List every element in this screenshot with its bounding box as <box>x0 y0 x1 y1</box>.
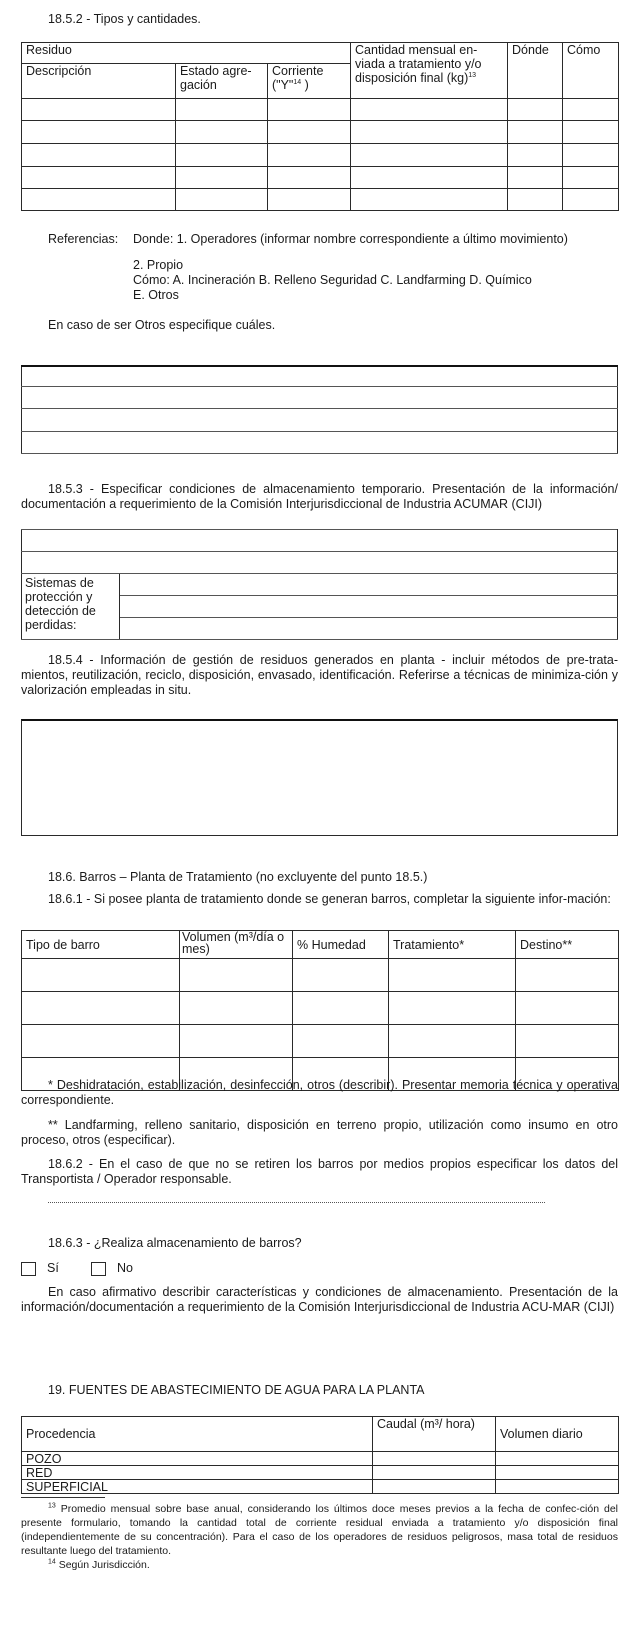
cell-descripcion[interactable] <box>22 99 176 121</box>
cell-como[interactable] <box>563 99 619 121</box>
cell-volumen-diario[interactable] <box>496 1466 619 1480</box>
section-18-5-2-heading: 18.5.2 - Tipos y cantidades. <box>48 12 201 26</box>
cell-volumen-diario[interactable] <box>496 1480 619 1494</box>
header-tratamiento: Tratamiento* <box>389 931 516 959</box>
table-row <box>22 386 618 408</box>
otros-line[interactable] <box>22 366 618 386</box>
cell-corriente[interactable] <box>268 144 351 167</box>
otros-table <box>21 365 618 454</box>
cell-donde[interactable] <box>508 189 563 211</box>
otros-line[interactable] <box>22 408 618 431</box>
table-row <box>22 992 619 1025</box>
cell-corriente[interactable] <box>268 99 351 121</box>
cell-cantidad[interactable] <box>351 121 508 144</box>
cell-descripcion[interactable] <box>22 144 176 167</box>
header-volumen-diario: Volumen diario <box>496 1417 619 1452</box>
residuo-group-header: Residuo <box>22 43 351 64</box>
cell-tratamiento[interactable] <box>389 959 516 992</box>
table-row <box>22 959 619 992</box>
checkbox-no[interactable] <box>91 1262 106 1276</box>
section-18-5-4-heading: 18.5.4 - Información de gestión de residuos generados en planta - incluir métodos de pre-trata-mientos, reutilización, reciclo, disposición, envasado, identificación. Referirse a técnicas de minimiza-ción y valorización empleadas in situ. <box>21 653 618 697</box>
note-tratamiento: * Deshidratación, estabilización, desinfección, otros (describir). Presentar memoria técnica y operativa correspondiente. <box>21 1078 618 1107</box>
cell-tipo[interactable] <box>22 959 180 992</box>
section-19-heading: 19. FUENTES DE ABASTECIMIENTO DE AGUA PARA LA PLANTA <box>48 1383 425 1397</box>
cell-destino[interactable] <box>516 992 619 1025</box>
procedencia-red: RED <box>22 1466 373 1480</box>
cell-volumen-diario[interactable] <box>496 1452 619 1466</box>
cell-como[interactable] <box>563 144 619 167</box>
proteccion-line[interactable] <box>120 618 618 640</box>
table-row <box>22 121 619 144</box>
proteccion-label: Sistemas de protección y detección de perdidas: <box>22 574 120 640</box>
cell-como[interactable] <box>563 189 619 211</box>
almacenamiento-table <box>21 529 618 640</box>
note-destino: ** Landfarming, relleno sanitario, disposición en terreno propio, utilización como insumo en otro proceso, otros (especificar). <box>21 1118 618 1147</box>
table-row <box>22 1025 619 1058</box>
otros-line[interactable] <box>22 431 618 453</box>
cell-cantidad[interactable] <box>351 99 508 121</box>
agua-table <box>21 1416 619 1494</box>
header-cantidad: Cantidad mensual en-viada a tratamiento y/o disposición final (kg)$^{13}$ <box>351 43 508 99</box>
almacenamiento-line[interactable] <box>22 530 618 552</box>
cell-estado[interactable] <box>176 167 268 189</box>
table-row <box>22 1466 619 1480</box>
table-row <box>22 408 618 431</box>
cell-donde[interactable] <box>508 99 563 121</box>
procedencia-superficial: SUPERFICIAL <box>22 1480 373 1494</box>
cell-descripcion[interactable] <box>22 167 176 189</box>
header-volumen: Volumen (m³/día o mes) <box>180 931 293 959</box>
cell-humedad[interactable] <box>293 992 389 1025</box>
header-corriente: Corriente ("Y"$^{14}$ ) <box>268 64 351 99</box>
cell-caudal[interactable] <box>373 1466 496 1480</box>
header-como: Cómo <box>563 43 619 99</box>
almacenamiento-line[interactable] <box>22 552 618 574</box>
cell-descripcion[interactable] <box>22 121 176 144</box>
cell-estado[interactable] <box>176 121 268 144</box>
cell-humedad[interactable] <box>293 959 389 992</box>
cell-donde[interactable] <box>508 144 563 167</box>
cell-destino[interactable] <box>516 1025 619 1058</box>
table-row <box>22 99 619 121</box>
section-18-5-3-heading: 18.5.3 - Especificar condiciones de almacenamiento temporario. Presentación de la información/ documentación a requerimiento de la Comisión Interjurisdiccional de Industria ACUMAR (CIJI) <box>21 482 618 511</box>
section-18-6-1-text: 18.6.1 - Si posee planta de tratamiento donde se generan barros, completar la siguiente infor-mación: <box>48 892 611 906</box>
otros-line[interactable] <box>22 386 618 408</box>
cell-como[interactable] <box>563 167 619 189</box>
residuos-table <box>21 42 619 211</box>
barros-table <box>21 930 619 1091</box>
cell-descripcion[interactable] <box>22 189 176 211</box>
procedencia-pozo: POZO <box>22 1452 373 1466</box>
section-18-6-heading: 18.6. Barros – Planta de Tratamiento (no excluyente del punto 18.5.) <box>48 870 428 884</box>
cell-corriente[interactable] <box>268 167 351 189</box>
cell-corriente[interactable] <box>268 121 351 144</box>
table-row <box>22 552 618 574</box>
header-descripcion: Descripción <box>22 64 176 99</box>
section-18-6-3-text: 18.6.3 - ¿Realiza almacenamiento de barros? <box>48 1236 302 1250</box>
cell-tratamiento[interactable] <box>389 1025 516 1058</box>
footnote-divider <box>21 1497 105 1498</box>
gestion-textbox[interactable] <box>21 719 618 836</box>
table-row <box>22 366 618 386</box>
section-18-6-2-text: 18.6.2 - En el caso de que no se retiren los barros por medios propios especificar los datos del Transportista / Operador responsable. <box>21 1157 618 1186</box>
references-otros: E. Otros <box>133 288 179 302</box>
proteccion-line[interactable] <box>120 596 618 618</box>
header-estado: Estado agre-gación <box>176 64 268 99</box>
table-row <box>22 1452 619 1466</box>
references-label: Referencias: <box>48 232 119 246</box>
cell-como[interactable] <box>563 121 619 144</box>
references-propio: 2. Propio <box>133 258 184 272</box>
cell-destino[interactable] <box>516 959 619 992</box>
table-row <box>22 189 619 211</box>
cell-cantidad[interactable] <box>351 144 508 167</box>
cell-estado[interactable] <box>176 99 268 121</box>
header-donde: Dónde <box>508 43 563 99</box>
cell-caudal[interactable] <box>373 1480 496 1494</box>
references-como: Cómo: A. Incineración B. Relleno Seguridad C. Landfarming D. Químico <box>133 273 532 287</box>
header-humedad: % Humedad <box>293 931 389 959</box>
cell-cantidad[interactable] <box>351 189 508 211</box>
cell-estado[interactable] <box>176 189 268 211</box>
cell-volumen[interactable] <box>180 992 293 1025</box>
checkbox-si-label: Sí <box>47 1261 59 1275</box>
header-procedencia: Procedencia <box>22 1417 373 1452</box>
cell-cantidad[interactable] <box>351 167 508 189</box>
afirmativo-text: En caso afirmativo describir características y condiciones de almacenamiento. Presentación de la información/documentación a requerimiento de la Comisión Interjurisdiccional de Industria ACU-MAR (CIJI) <box>21 1285 618 1314</box>
header-tipo-barro: Tipo de barro <box>22 931 180 959</box>
cell-humedad[interactable] <box>293 1025 389 1058</box>
footnote-14: $^{14}$ Según Jurisdicción. <box>48 1558 150 1571</box>
cell-corriente[interactable] <box>268 189 351 211</box>
cell-caudal[interactable] <box>373 1452 496 1466</box>
cell-tipo[interactable] <box>22 992 180 1025</box>
footnote-13: $^{13}$ Promedio mensual sobre base anual, considerando los últimos doce meses previos a la fecha de confec-ción del presente formulario, tomando la cantidad total de corriente residual enviada a tratamiento y/o disposición final (independientemente de su concentración). Para el caso de los operadores de residuos peligrosos, masa total de residuos resultante luego del tratamiento. <box>21 1502 618 1557</box>
table-row <box>22 1480 619 1494</box>
table-row <box>22 530 618 552</box>
table-row <box>22 431 618 453</box>
table-row <box>22 574 618 596</box>
checkbox-si[interactable] <box>21 1262 36 1276</box>
references-donde: Donde: 1. Operadores (informar nombre correspondiente a último movimiento) <box>133 232 568 246</box>
transportista-fill-line[interactable] <box>48 1202 545 1203</box>
cell-tipo[interactable] <box>22 1025 180 1058</box>
cell-volumen[interactable] <box>180 1025 293 1058</box>
table-row <box>22 144 619 167</box>
cell-donde[interactable] <box>508 167 563 189</box>
cell-donde[interactable] <box>508 121 563 144</box>
checkbox-no-label: No <box>117 1261 133 1275</box>
header-caudal: Caudal (m³/ hora) <box>373 1417 496 1452</box>
header-destino: Destino** <box>516 931 619 959</box>
table-row <box>22 167 619 189</box>
cell-volumen[interactable] <box>180 959 293 992</box>
otros-prompt: En caso de ser Otros especifique cuáles. <box>48 318 276 332</box>
cell-tratamiento[interactable] <box>389 992 516 1025</box>
proteccion-line[interactable] <box>120 574 618 596</box>
cell-estado[interactable] <box>176 144 268 167</box>
